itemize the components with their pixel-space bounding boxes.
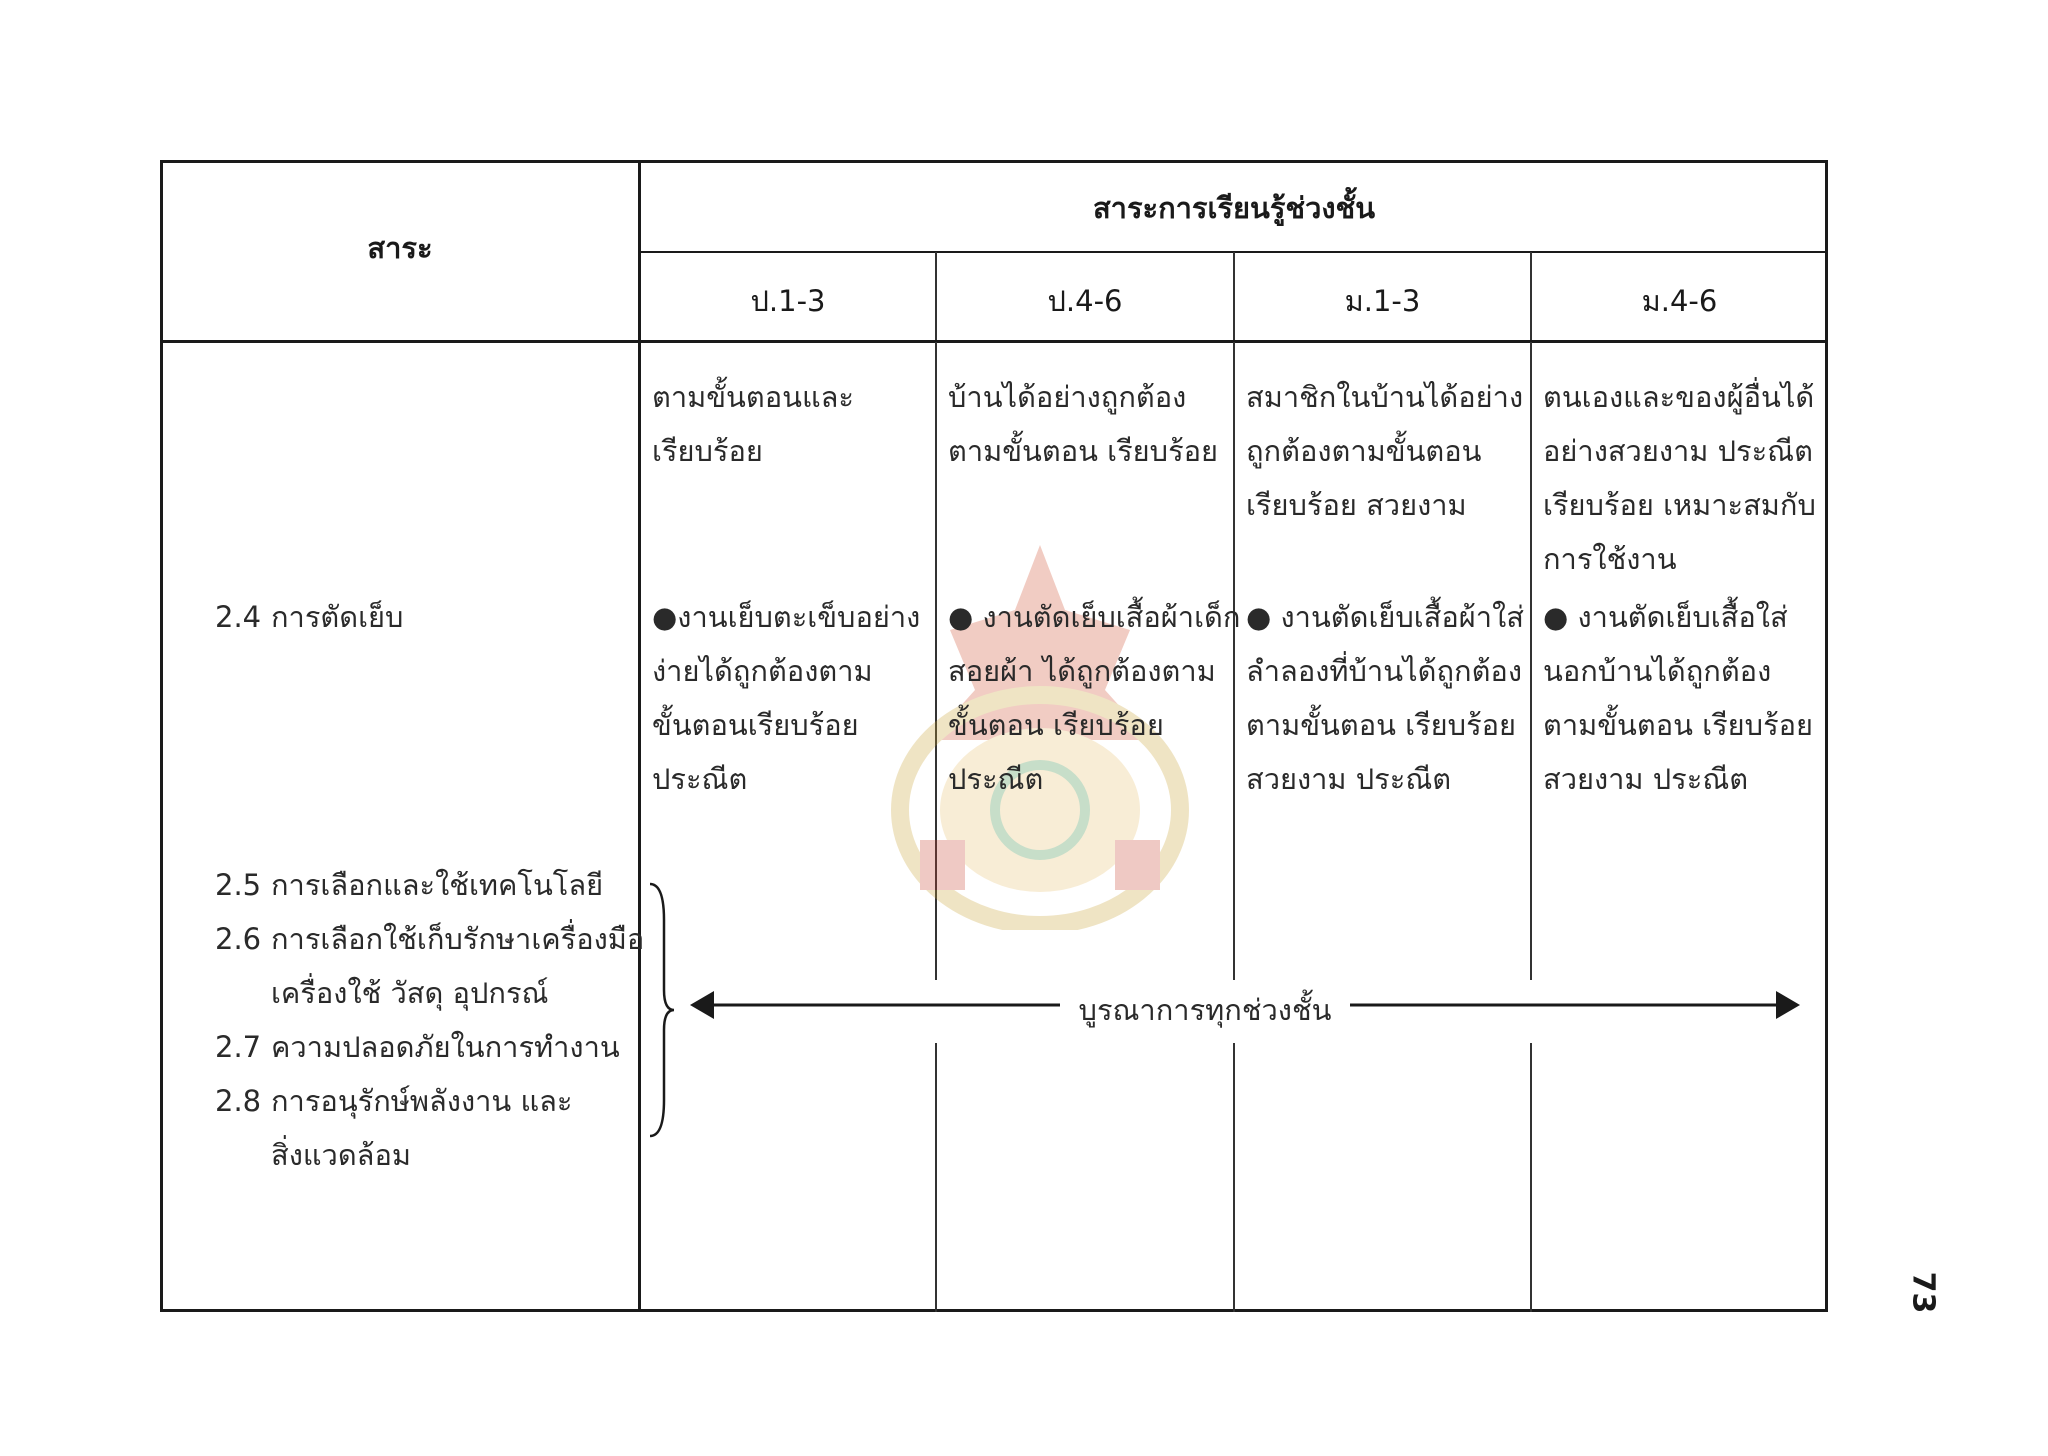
col-divider-1-body-bottom — [935, 1043, 937, 1312]
col-divider-3-body-bottom — [1530, 1043, 1532, 1312]
level-header-m1-3: ม.1-3 — [1344, 284, 1421, 318]
topic-2-6: 2.6 การเลือกใช้เก็บรักษาเครื่องมือ เครื่องใช้ วัสดุ อุปกรณ์ — [215, 922, 645, 1010]
subject-header: สาระ — [367, 231, 433, 265]
sewing-p1-3: ●งานเย็บตะเข็บอย่าง ง่ายได้ถูกต้องตาม ขั้นตอนเรียบร้อย ประณีต — [652, 600, 921, 796]
level-header-p1-3: ป.1-3 — [750, 284, 826, 318]
col-divider-3-body-top — [1530, 342, 1532, 980]
continuation-m1-3: สมาชิกในบ้านได้อย่าง ถูกต้องตามขั้นตอน เรียบร้อย สวยงาม — [1246, 380, 1524, 522]
level-header-m4-6: ม.4-6 — [1641, 284, 1718, 318]
level-header-p4-6: ป.4-6 — [1047, 284, 1123, 318]
sewing-m4-6: ● งานตัดเย็บเสื้อใส่ นอกบ้านได้ถูกต้อง ตามขั้นตอน เรียบร้อย สวยงาม ประณีต — [1543, 600, 1814, 796]
sewing-p4-6: ● งานตัดเย็บเสื้อผ้าเด็ก สอยผ้า ได้ถูกต้องตาม ขั้นตอน เรียบร้อย ประณีต — [948, 600, 1241, 796]
sewing-m1-3: ● งานตัดเย็บเสื้อผ้าใส่ ลำลองที่บ้านได้ถูกต้อง ตามขั้นตอน เรียบร้อย สวยงาม ประณีต — [1246, 600, 1524, 796]
content-group-header: สาระการเรียนรู้ช่วงชั้น — [1092, 191, 1376, 225]
continuation-p1-3: ตามขั้นตอนและ เรียบร้อย — [652, 380, 854, 468]
continuation-m4-6: ตนเองและของผู้อื่นได้ อย่างสวยงาม ประณีต เรียบร้อย เหมาะสมกับ การใช้งาน — [1543, 380, 1816, 576]
page-number: 73 — [1905, 1271, 1941, 1314]
header-divider — [160, 340, 1828, 343]
topic-2-4: 2.4 การตัดเย็บ — [215, 600, 404, 634]
integration-label: บูรณาการทุกช่วงชั้น — [1060, 985, 1350, 1035]
continuation-p4-6: บ้านได้อย่างถูกต้อง ตามขั้นตอน เรียบร้อย — [948, 380, 1219, 468]
topic-2-5: 2.5 การเลือกและใช้เทคโนโลยี — [215, 868, 604, 902]
topic-2-7: 2.7 ความปลอดภัยในการทำงาน — [215, 1030, 620, 1064]
col-divider-2-body-bottom — [1233, 1043, 1235, 1312]
grouping-brace — [640, 880, 680, 1140]
topic-2-8: 2.8 การอนุรักษ์พลังงาน และ สิ่งแวดล้อม — [215, 1084, 573, 1172]
